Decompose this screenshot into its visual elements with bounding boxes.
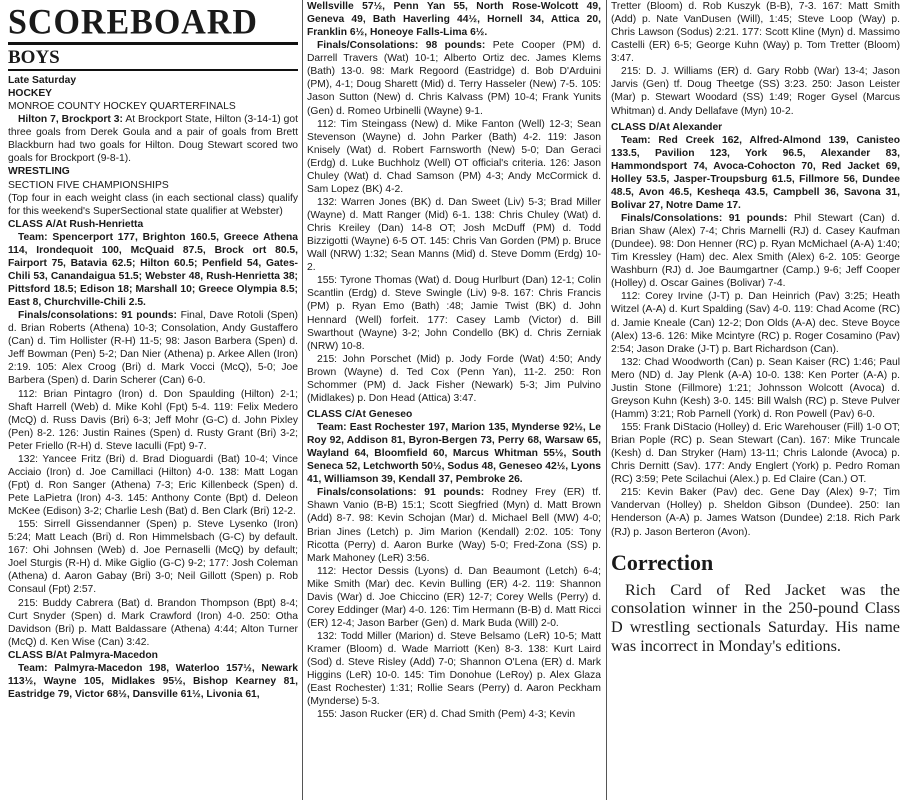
late-saturday-heading: Late Saturday xyxy=(8,75,77,86)
hockey-subheading: MONROE COUNTY HOCKEY QUARTERFINALS xyxy=(8,101,236,113)
class-b-results-5: 215: John Porschet (Mid) p. Jody Forde (Wat) 4:50; Andy Brown (Wayne) d. Ted Cox (Penn Yan), 11-2. 250: Ron Schommer (PM) d. Jack Fisher (Newark) 5-3; Jim Pulvino (Midlakes) p. Don Head (Attica) 3:47. xyxy=(307,353,601,404)
hockey-heading: HOCKEY xyxy=(8,88,53,100)
class-c-results-5: 215: D. J. Williams (ER) d. Gary Robb (War) 13-4; Jason Jarvis (Gen) tf. Doug Theetge (SS) 3:23. 250: Jason Leister (Mar) p. Stewart Woodard (SS) 1:49; Roger Gysel (Marcus Whitman) d. Andy Dellafave (Myn) 10-2. xyxy=(611,66,900,117)
class-a-results-2: 112: Brian Pintagro (Iron) d. Don Spaulding (Hilton) 2-1; Shaft Harrell (Web) d. Mike Kohl (Fpt) 5-4. 119: Felix Medero (McQ) d. Russ Davis (Bri) 6-3; Jeff Mohr (G-C) d. John Pixley (Pen) 8-2. 126: Justin Raines (Spen) d. Rusty Grant (Bri) 3-2; Peter Friello (R-H) d. Steve Iaculli (Fpt) 9-7. xyxy=(8,388,298,452)
class-d-results-2: 112: Corey Irvine (J-T) p. Dan Heinrich (Pav) 3:25; Heath Witzel (A-A) d. Kurt Spalding (Sav) 4-0. 119: Chad Acome (RC) d. Jamie Kneale (Can) 12-2; Don Olds (A-A) dec. Steve Boyce (Alex) 13-6. 126: Mike Mcintyre (RC) p. Roger Cosamino (Pav) 2:54; Jason Drake (J-T) p. Bart Richardson (Can). xyxy=(611,291,900,355)
class-c-heading: CLASS C/At Geneseo xyxy=(307,408,413,420)
class-d-results-1 xyxy=(611,212,900,290)
column-left xyxy=(8,0,298,701)
class-b-team-scores-cont: Wellsville 57½, Penn Yan 55, North Rose-Wolcott 49, Geneva 49, Bath Haverling 44½, Hornell 34, Attica 20, Franklin 6½, Honeoye Falls-Lima 6½. xyxy=(307,1,601,39)
class-b-heading: CLASS B/At Palmyra-Macedon xyxy=(8,649,158,661)
wrestling-heading: WRESTLING xyxy=(8,166,70,178)
class-a-results-1-text: Final, Dave Rotoli (Spen) d. Brian Roberts (Athena) 10-3; Consolation, Andy Gustaffero (Can) d. Tim Hollister (R-H) 11-5; 98: Jason Barbera (Spen) d. Jeff Bowman (Pen) 5-2; Dan Nier (Athena) p. Arkee Allen (Iron) 2:19. 105: Alex Croog (Bri) d. Mark Vocci (McQ), 5-0; Joe Barbera (Spen) d. Darin Scherer (Can) 6-0. xyxy=(8,310,298,387)
class-d-results-5: 215: Kevin Baker (Pav) dec. Gene Day (Alex) 9-7; Tim Vandervan (Holley) p. Sheldon Gibson (Dundee). 250: Ian Henderson (A-A) p. James Watson (Dundee) 2:18. Rich Park (RJ) p. Jason Berteron (Avon). xyxy=(611,487,900,538)
masthead-rule xyxy=(8,42,298,45)
section-title-boys: BOYS xyxy=(8,47,60,68)
class-b-results-1 xyxy=(307,39,601,117)
wrestling-note: (Top four in each weight class (in each sectional class) qualify for this weekend's SuperSectional state qualifier at Webster) xyxy=(8,192,298,217)
correction-heading: Correction xyxy=(611,549,714,575)
class-c-results-2: 112: Hector Dessis (Lyons) d. Dan Beaumont (Letch) 6-4; Mike Smith (Mar) dec. Kevin Bulling (ER) 4-2. 119: Shannon Davis (War) d. Joe Chiccino (ER) 12-7; Corey Wells (Perry) d. Corey Eddinger (Mar) 4-0. 126: Tim Hermann (B-B) d. Matt Ricci (ER) 12-4; Jason Barber (Gen) d. Mark Buda (Will) 2-0. xyxy=(307,565,601,629)
wrestling-subheading: SECTION FIVE CHAMPIONSHIPS xyxy=(8,179,169,191)
class-d-results-3: 132: Chad Woodworth (Can) p. Sean Kaiser (RC) 1:46; Paul Mero (ND) d. Jay Plenk (A-A) 10-0. 138: Ken Porter (A-A) p. Justin Stone (Fillmore) 1:21; Johnsson Wolcott (Avoca) d. Greyson Kuhn (Kesh) 3-0. 145: Bill Walsh (RC) p. Steve Pulver (Hamm) 3:21; Rob Parnell (York) d. Ron Powell (Pav) 6-0. xyxy=(611,356,900,420)
class-b-results-lead: Finals/Consolations: 98 pounds: xyxy=(317,40,486,52)
class-b-results-2: 112: Tim Steingass (New) d. Mike Fanton (Well) 12-3; Sean Stevenson (Wayne) d. John Parker (Bath) 4-2. 119: Jason Knisely (Wat) d. Robert Farnsworth (New) 5-0; Dan Geraci (Erdg) d. Luke Buchholz (Well) OT official's criteria. 126: Jason Chuley (Wat) d. Chad Samson (PM) 4-3; Andy McCormick d. Sam Lopez (BK) 4-2. xyxy=(307,118,601,195)
class-c-results-3: 132: Todd Miller (Marion) d. Steve Belsamo (LeR) 10-5; Matt Kramer (Bloom) d. Wade Marriott (Ken) 8-3. 138: Kurt Laird (Sod) d. Steve Risley (Add) 7-0; Shannon O'Lena (ER) d. Mark Higgins (LeR) 10-0. 145: Tim Donohue (LeRoy) p. Alex Glaza (East Rochester) 1:31; Rollie Sears (Perry) d. Aaron Peckham (Mynderse) 5-3. xyxy=(307,631,601,708)
section-rule xyxy=(8,69,298,71)
column-divider xyxy=(606,0,607,800)
column-divider xyxy=(302,0,303,800)
column-right xyxy=(611,0,900,656)
class-b-team-scores: Team: Palmyra-Macedon 198, Waterloo 157½, Newark 113½, Wayne 105, Midlakes 95½, Bishop Kearney 81, Eastridge 79, Victor 68½, Dansville 61½, Livonia 61, xyxy=(8,662,298,700)
class-d-heading: CLASS D/At Alexander xyxy=(611,121,723,133)
class-d-results-1-text: Phil Stewart (Can) d. Brian Shaw (Alex) 7-4; Chris Marnelli (RJ) d. Casey Kaufman (Dundee). 98: Don Henner (RC) p. Ryan McMichael (A-A) 1:40; Tim Kressley (Ham) dec. Alex Smith (Alex) 6-2. 105: George Washburn (RJ) d. Joe Baumgartner (Camp.) 9-6; Jeff Cooper (Holley) d. Oscar Gaines (Bolivar) 7-4. xyxy=(611,213,900,290)
correction-body: Rich Card of Red Jacket was the consolation winner in the 250-pound Class D wrestling sectionals Saturday. His name was incorrect in Monday's editions. xyxy=(611,580,900,655)
class-a-team-scores: Team: Spencerport 177, Brighton 160.5, Greece Athena 114, Irondequoit 100, McQuaid 87.5, Brock ort 80.5, Fairport 75, Batavia 62.5; Hilton 60.5; Penfield 54, Gates-Chili 53, Canandaigua 51.5; Webster 48, Rush-Henrietta 38; Pittsford 18.5; Edison 18; Marshall 10; Greece Olympia 8.5; East 8, Churchville-Chili 2.5. xyxy=(8,231,298,309)
column-middle xyxy=(307,0,601,721)
class-a-results-3: 132: Yancee Fritz (Bri) d. Brad Dioguardi (Bat) 10-4; Vince Acciaio (Iron) d. Joe Camillaci (Hilton) 4-0. 138: Matt Logan (Fpt) d. Ron Sanger (Athena) 7-3; Eric Killenbeck (Spen) d. Pete LaPietra (Iron) 4-3. 145: Anthony Conte (Bpt) d. Deleon McKee (Edison) 3-2; Charlie Lesh (Bat) d. Ben Clark (Bri) 12-2. xyxy=(8,453,298,518)
class-d-team-scores: Team: Red Creek 162, Alfred-Almond 139, Canisteo 133.5, Pavilion 123, York 96.5, Alexander 83, Hammondsport 74, Avoca-Cohocton 70, Red Jacket 69, Holley 53.5, Jasper-Troupsburg 61.5, Fillmore 56, Dundee 48.5, Avon 46.5, Kesheqa 43.5, Campbell 36, Savona 31, Bolivar 27, Notre Dame 17. xyxy=(611,134,900,211)
class-d-results-4: 155: Frank DiStacio (Holley) d. Eric Warehouser (Fill) 1-0 OT; Brian Pople (RC) p. Sean Stewart (Can). 167: Mike Truncale (Kesh) d. Dan Stryker (Ham) 13-11; Chris Lalonde (Avoca) p. Chris Dernitt (Sav). 177: Andy Englert (York) p. Pedro Roman (RC) 3:59; Pete Scilachui (Alex.) p. Ed Claire (Can.) OT. xyxy=(611,422,900,486)
class-a-results-1 xyxy=(8,309,298,387)
class-c-results-1-text: Rodney Frey (ER) tf. Shawn Vanio (B-B) 15:1; Scott Siegfried (Myn) d. Matt Brown (Add) 8-7. 98: Kevin Schojan (Mar) d. Michael Bell (MW) 4-0; Brian Jines (Letch) p. Jim Marion (Kendall) 2:02. 105: Tony Ricotta (Perry) d. Aaron Burke (Way) 5-0; Fred-Zona (SS) p. Mark Mahoney (LeR) 3:56. xyxy=(307,487,601,564)
class-b-results-4: 155: Tyrone Thomas (Wat) d. Doug Hurlburt (Dan) 12-1; Colin Scantlin (Erdg) d. Steve Swingle (Liv) 9-8. 167: Chris Francis (PM) p. Ryan Emo (Bath) :48; Jamie Twist (BK) d. John Hennard (Well) forfeit. 177: Casey Lamb (Victor) d. Bill Swarthout (Wayne) 3-2; John Condello (BK) d. Chris Zerniak (NRW) 10-8. xyxy=(307,275,601,352)
hockey-result xyxy=(8,113,298,165)
class-a-heading: CLASS A/At Rush-Henrietta xyxy=(8,218,144,230)
hockey-result-lead: Hilton 7, Brockport 3: xyxy=(18,114,123,126)
class-c-results-lead: Finals/consolations: 91 pounds: xyxy=(317,487,485,499)
class-c-results-1 xyxy=(307,486,601,564)
class-c-results-cont: Tretter (Bloom) d. Rob Kuszyk (B-B), 7-3. 167: Matt Smith (Add) p. Nate VanDusen (Will), 1:45; Steve Loop (Way) p. Chris Lawson (Sodus) 2:21. 177: Scott Kline (Myn) d. Massimo Castelli (ER) 6-5; George Kuhn (Way) p. Tom Tretter (Bloom) 3:47. xyxy=(611,1,900,65)
class-a-results-lead: Finals/consolations: 91 pounds: xyxy=(18,310,177,322)
class-d-results-lead: Finals/Consolations: 91 pounds: xyxy=(621,213,788,224)
hockey-result-text: At Brockport State, Hilton (3-14-1) got three goals from Derek Goula and a pair of goals from Brett Blackburn had two goals for Hilton. Doug Stewart scored two goals for Brockport (9-8-1). xyxy=(8,114,298,165)
class-a-results-4: 155: Sirrell Gissendanner (Spen) p. Steve Lysenko (Iron) 5:24; Matt Leach (Bri) d. Ron Himmelsbach (G-C) by default. 167: Ohi Johnsen (Web) d. Joe Pernaselli (McQ) by default; Joel Sturgis (R-H) d. Mike Giglio (G-C) 9-2; 177: Josh Coleman (Athena) d. Aaron Gabay (Bri) 3-0; Neil Gillott (Spen) p. Rob Consaul (Fpt) 2:57. xyxy=(8,519,298,596)
class-a-results-5: 215: Buddy Cabrera (Bat) d. Brandon Thompson (Bpt) 8-4; Curt Snyder (Spen) d. Mark Crawford (Iron) 4-0. 250: Otha Davidson (Bri) p. Matt Baldassare (Athena) 4:44; Alton Turner (McQ) d. Ken Wise (Can) 3:42. xyxy=(8,597,298,648)
class-c-results-4: 155: Jason Rucker (ER) d. Chad Smith (Pem) 4-3; Kevin xyxy=(317,709,576,721)
class-c-team-scores: Team: East Rochester 197, Marion 135, Mynderse 92½, Le Roy 92, Addison 81, Byron-Bergen 73, Perry 68, Warsaw 65, Wayland 64, Bloomfield 60, Marcus Whitman 55½, South Seneca 52, Letchworth 50½, Sodus 48, Geneseo 42½, Lyons 41, Williamson 39, Kendall 37, Pembroke 26. xyxy=(307,422,601,486)
scoreboard-masthead: SCOREBOARD xyxy=(8,3,258,42)
class-b-results-3: 132: Warren Jones (BK) d. Dan Sweet (Liv) 5-3; Brad Miller (Wayne) d. Matt Ranger (Mid) 6-1. 138: Chris Chuley (Wat) d. Chris Kreiley (Dan) 14-8 OT; Josh McDuff (PM) d. Todd Bizzigotti (Wayne) 6-5 OT. 145: Chris Van Gorden (PM) p. Bruce Wall (NRW) 1:32; Sean Manns (Mid) d. Steve Domm (Erdg) 10-2. xyxy=(307,196,601,274)
class-b-results-1-text: Pete Cooper (PM) d. Darrell Travers (Wat) 10-1; Alberto Ortiz dec. James Klems (Bath) 13-0. 98: Mark Regoord (Eastridge) d. Bob D'Arduini (PM), 4-1; Doug Sharett (Mid) d. Terry Hasseler (New) 7-5. 105: Jason Sutton (New) d. Chris Kalvass (PM) 10-4; Frank Yunits (Gen) d. Romeo Urbinelli (Wayne) 9-1. xyxy=(307,40,601,117)
